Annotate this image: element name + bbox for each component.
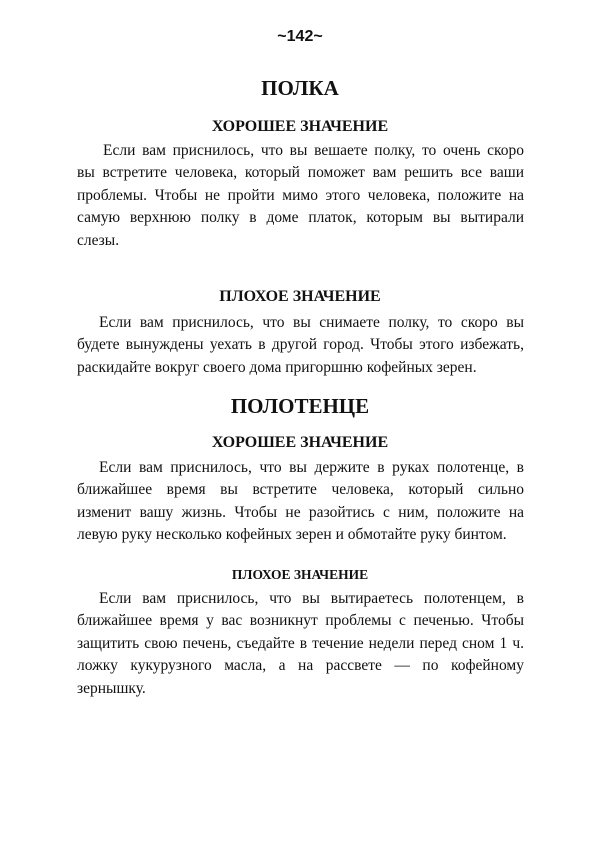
good-meaning-paragraph <box>77 457 524 547</box>
text-line: раскидайте вокруг своего дома пригоршню кофейных зерен. <box>77 358 477 376</box>
bad-meaning-paragraph <box>77 312 524 379</box>
text-line: Если вам приснилось, что вы вытираетесь полотенцем, в <box>99 590 524 607</box>
text-line: ближайшее время у вас возникнут проблемы с печенью. Чтобы <box>77 612 524 630</box>
text-line: ближайшее время вы встретите человека, который сильно <box>77 481 524 499</box>
bad-meaning-heading: ПЛОХОЕ ЗНАЧЕНИЕ <box>219 288 381 305</box>
text-line: самую верхнюю полку в доме платок, которым вы вытирали <box>77 209 524 227</box>
page-number: ~142~ <box>277 28 323 45</box>
text-line: вы встретите человека, который поможет вам решить все ваши <box>77 164 524 182</box>
bad-meaning-heading: ПЛОХОЕ ЗНАЧЕНИЕ <box>231 567 369 582</box>
bad-meaning-paragraph <box>77 588 524 700</box>
good-meaning-paragraph <box>77 140 524 252</box>
text-line: защитить свою печень, съедайте в течение недели перед сном 1 ч. <box>77 634 524 652</box>
text-line: слезы. <box>77 231 120 249</box>
text-line: проблемы. Чтобы не пройти мимо этого человека, положите на <box>77 186 524 204</box>
text-line: левую руку несколько кофейных зерен и обмотайте руку бинтом. <box>77 526 507 544</box>
text-line: ложку кукурузного масла, а на рассвете — по кофейному <box>77 657 524 675</box>
text-line: Если вам приснилось, что вы вешаете полку, то очень скоро <box>103 142 524 159</box>
entry-title-shelf: ПОЛКА <box>261 76 339 100</box>
text-line: изменит вашу жизнь. Чтобы не разойтись с ним, положите на <box>77 503 524 521</box>
text-line: Если вам приснилось, что вы снимаете полку, то скоро вы <box>99 314 524 331</box>
text-line: Если вам приснилось, что вы держите в руках полотенце, в <box>99 459 524 476</box>
text-line: зернышку. <box>77 679 146 697</box>
entry-title-towel: ПОЛОТЕНЦЕ <box>230 394 370 418</box>
good-meaning-heading: ХОРОШЕЕ ЗНАЧЕНИЕ <box>211 118 389 135</box>
good-meaning-heading: ХОРОШЕЕ ЗНАЧЕНИЕ <box>211 434 389 451</box>
text-line: будете вынуждены уехать в другой город. Чтобы этого избежать, <box>77 336 524 354</box>
